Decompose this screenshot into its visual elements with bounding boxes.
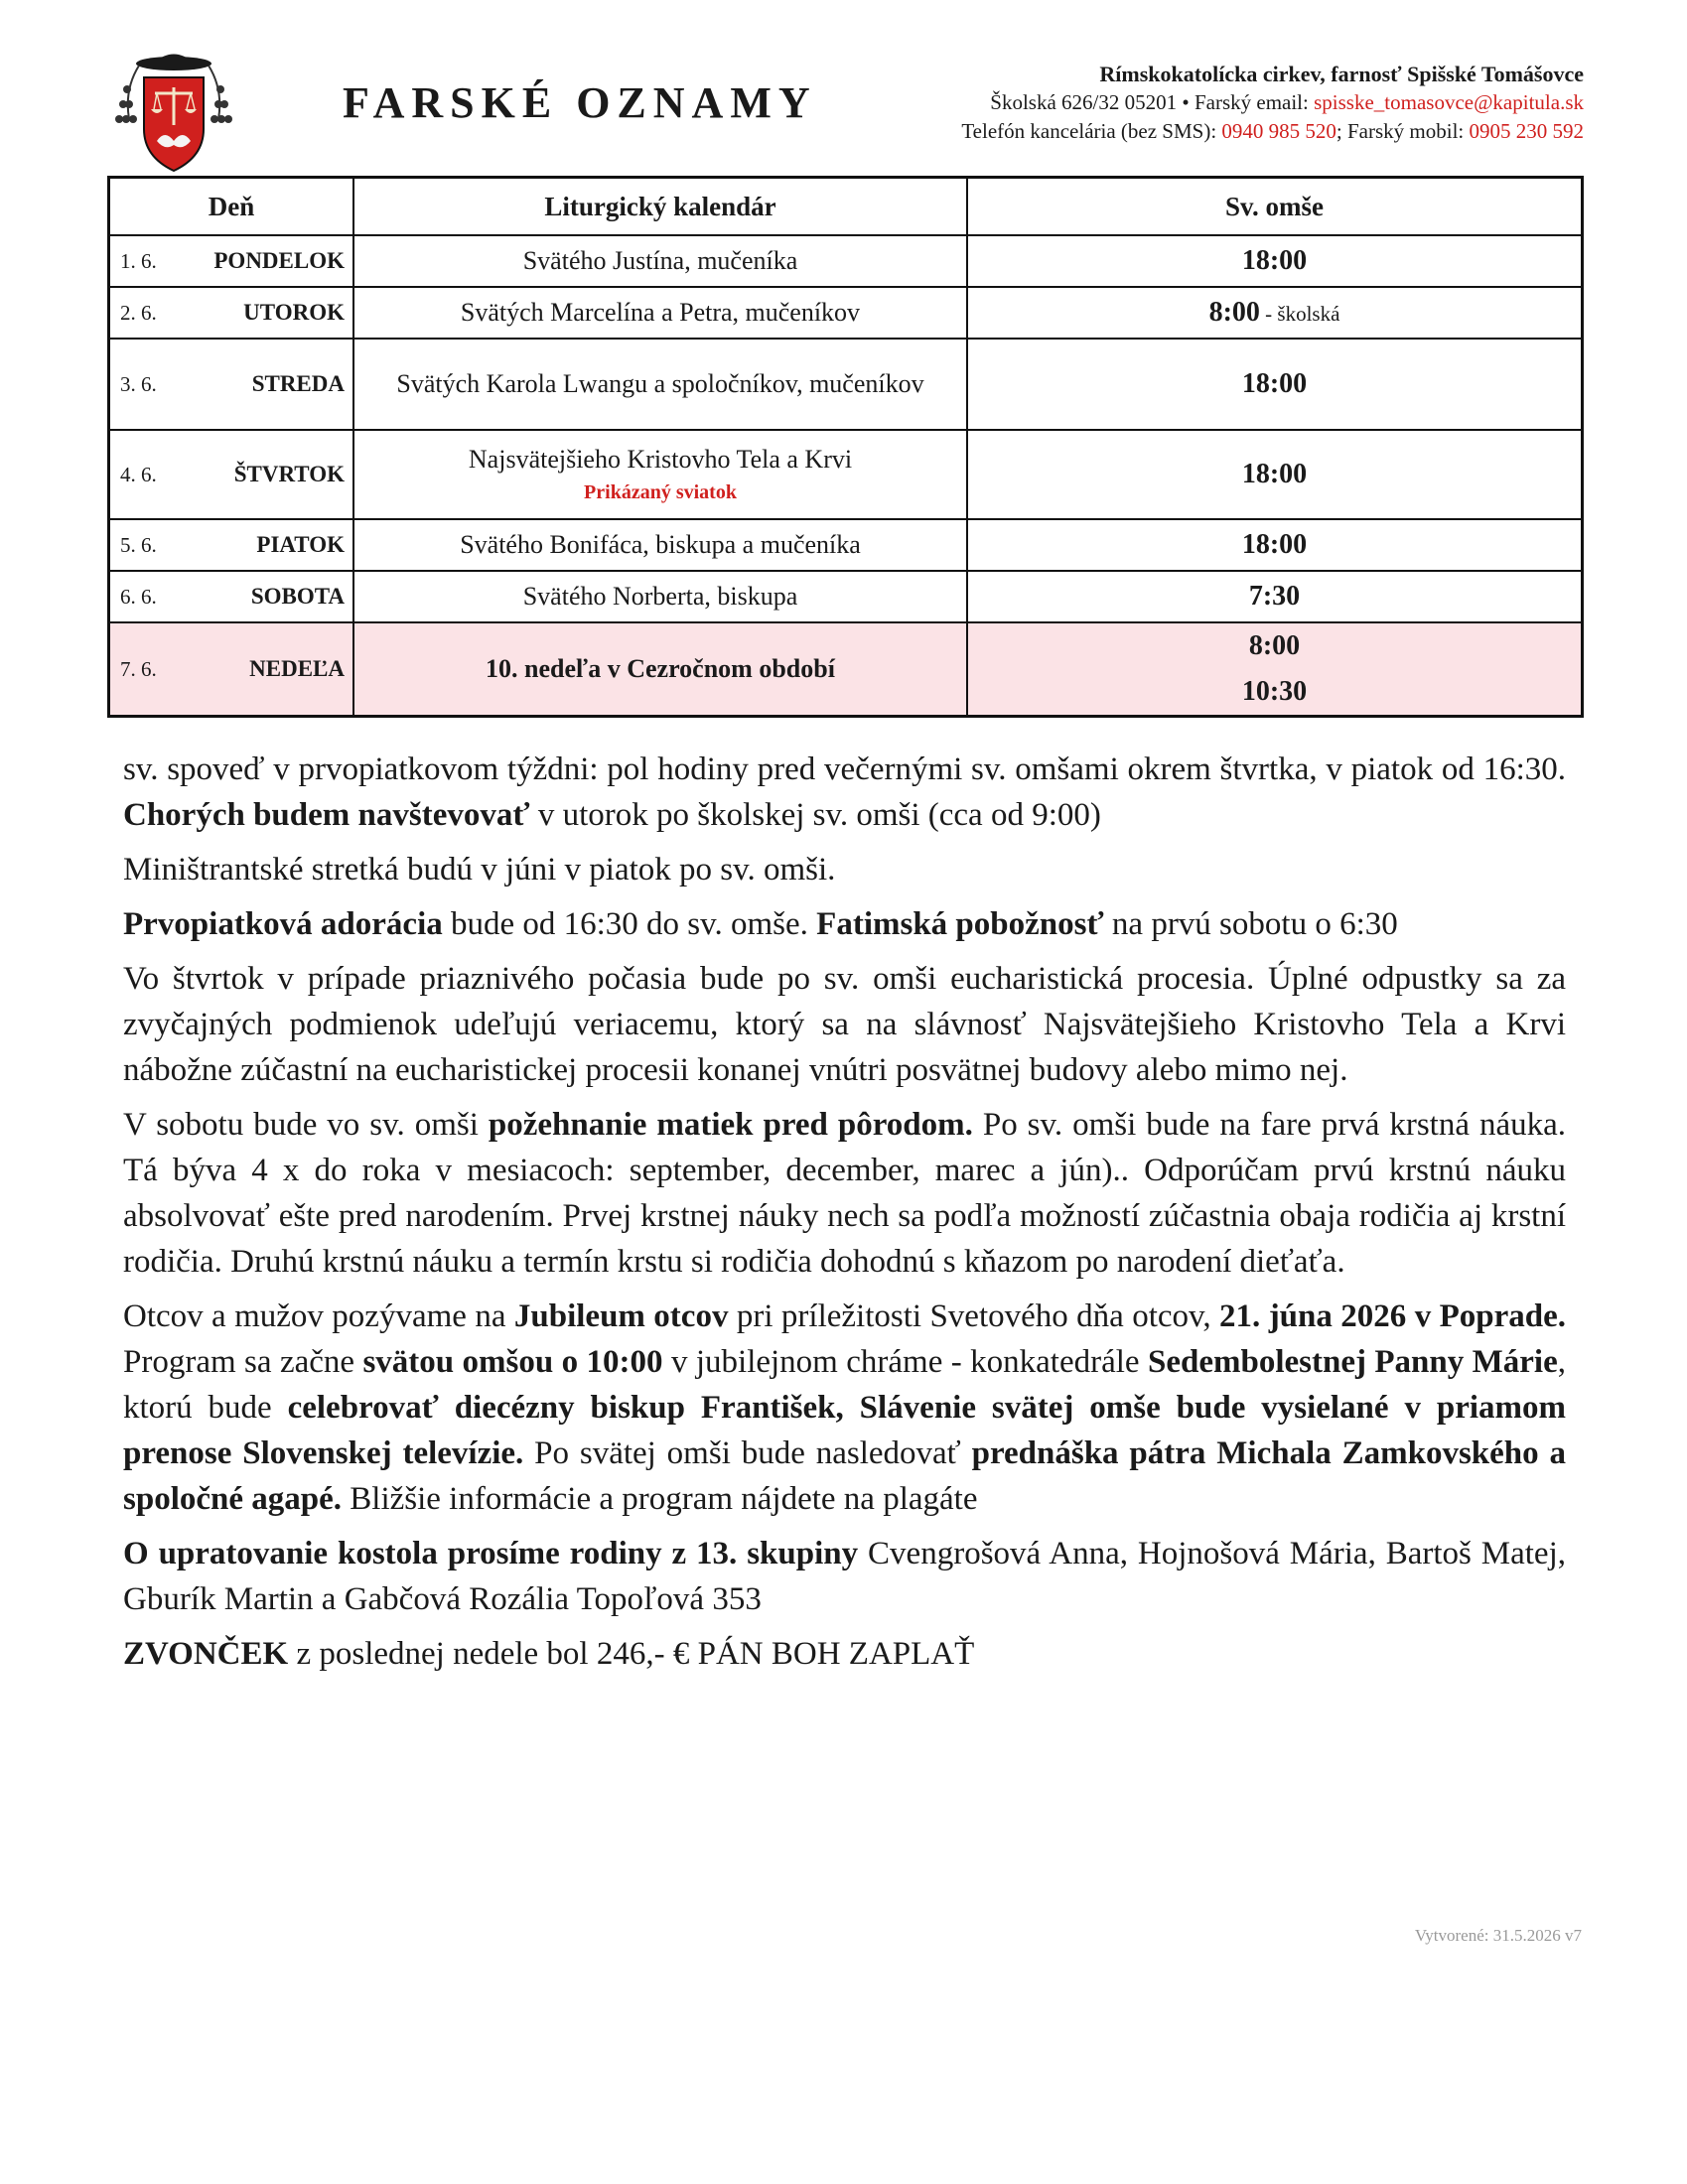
bold-text: ZVONČEK <box>123 1636 289 1672</box>
announcement-confession <box>123 747 1566 838</box>
row-day: NEDEĽA <box>188 622 353 717</box>
parish-name: Rímskokatolícka cirkev, farnosť Spišské Tomášovce <box>1099 62 1584 86</box>
col-header-mass: Sv. omše <box>967 178 1583 236</box>
row-liturgy: Svätých Marcelína a Petra, mučeníkov <box>353 287 967 339</box>
bold-text: svätou omšou o 10:00 <box>362 1344 663 1380</box>
phone-office-label: Telefón kancelária (bez SMS): <box>961 119 1222 143</box>
text: pri príležitosti Svetového dňa otcov, <box>728 1298 1220 1334</box>
announcement-adoration <box>123 901 1566 947</box>
row-liturgy: Svätých Karola Lwangu a spoločníkov, mučeníkov <box>353 339 967 430</box>
row-mass: 18:00 <box>967 430 1583 519</box>
row-date: 1. 6. <box>109 235 189 287</box>
announcement-collection <box>123 1631 1566 1677</box>
parish-coat-of-arms-logo <box>99 50 248 177</box>
col-header-day: Deň <box>109 178 354 236</box>
table-row-sunday <box>109 622 1583 717</box>
row-liturgy: Svätého Bonifáca, biskupa a mučeníka <box>353 519 967 571</box>
table-header-row <box>109 178 1583 236</box>
row-liturgy: 10. nedeľa v Cezročnom období <box>353 622 967 717</box>
bold-text: Jubileum otcov <box>513 1298 729 1334</box>
announcement-baptism <box>123 1102 1566 1285</box>
announcement-cleaning <box>123 1531 1566 1622</box>
announcements <box>123 747 1566 1686</box>
text: z poslednej nedele bol 246,- € PÁN BOH ZAPLAŤ <box>288 1636 975 1672</box>
address-text: Školská 626/32 05201 • Farský email: <box>990 90 1315 114</box>
schedule-table <box>107 176 1584 718</box>
table-row <box>109 430 1583 519</box>
announcement-jubilee <box>123 1294 1566 1522</box>
bold-text: 21. júna 2026 v Poprade. <box>1219 1298 1567 1334</box>
table-row <box>109 571 1583 622</box>
row-day: PIATOK <box>188 519 353 571</box>
row-day: UTOROK <box>188 287 353 339</box>
bold-text: prednáška pátra Michala Zamkovského a spoločné agapé. <box>123 1435 1566 1517</box>
row-day: STREDA <box>188 339 353 430</box>
row-date: 5. 6. <box>109 519 189 571</box>
phone-line <box>961 117 1584 146</box>
row-liturgy <box>353 430 967 519</box>
text: v jubilejnom chráme - konkatedrále <box>662 1344 1148 1380</box>
table-row <box>109 519 1583 571</box>
table-row <box>109 287 1583 339</box>
text: Otcov a mužov pozývame na <box>123 1298 514 1334</box>
text: na prvú sobotu o 6:30 <box>1103 906 1398 942</box>
row-date: 2. 6. <box>109 287 189 339</box>
phone-mobile-label: ; Farský mobil: <box>1336 119 1470 143</box>
table-row <box>109 235 1583 287</box>
text: , ktorú bude <box>123 1344 1567 1426</box>
announcement-procession: Vo štvrtok v prípade priaznivého počasia bude po sv. omši eucharistická procesia. Úplné odpustky sa za zvyčajných podmienok udeľujú veriacemu, ktorý sa na slávnosť Najsvätejšieho Kristovho Tela a Krvi nábožne zúčastní na eucharistickej procesii konanej vnútri posvätnej budovy alebo mimo nej. <box>123 961 1566 1088</box>
text: v utorok po školskej sv. omši (cca od 9:00) <box>529 797 1101 833</box>
col-header-liturgy: Liturgický kalendár <box>353 178 967 236</box>
bold-text: Chorých budem navštevovať <box>123 797 530 833</box>
liturgy-text: Najsvätejšieho Kristovho Tela a Krvi <box>468 445 853 474</box>
row-mass: 18:00 <box>967 339 1583 430</box>
text: Cvengrošová Anna, Hojnošová Mária, Bartoš Matej, Gburík Martin a Gabčová Rozália Topoľová 353 <box>123 1536 1567 1617</box>
table-row <box>109 339 1583 430</box>
row-date: 4. 6. <box>109 430 189 519</box>
bold-text: Fatimská pobožnosť <box>816 906 1104 942</box>
mass-note: - školská <box>1259 301 1340 326</box>
mass-time-2: 10:30 <box>1241 676 1308 707</box>
row-day: PONDELOK <box>188 235 353 287</box>
row-mass: 18:00 <box>967 235 1583 287</box>
phone-mobile[interactable]: 0905 230 592 <box>1469 119 1584 143</box>
page-title: FARSKÉ OZNAMY <box>343 78 817 127</box>
holy-day-note: Prikázaný sviatok <box>584 481 737 503</box>
row-mass: 18:00 <box>967 519 1583 571</box>
row-mass: 7:30 <box>967 571 1583 622</box>
bold-text: celebrovať diecézny biskup František, Slávenie svätej omše bude vysielané v priamom prenose Slovenskej televízie. <box>123 1390 1566 1471</box>
phone-office[interactable]: 0940 985 520 <box>1221 119 1336 143</box>
row-mass <box>967 622 1583 717</box>
row-date: 3. 6. <box>109 339 189 430</box>
row-liturgy: Svätého Justína, mučeníka <box>353 235 967 287</box>
bold-text: Prvopiatková adorácia <box>123 906 443 942</box>
text: Po svätej omši bude nasledovať <box>523 1435 972 1471</box>
row-mass <box>967 287 1583 339</box>
mass-time: 8:00 <box>1208 296 1260 328</box>
mass-time-1: 8:00 <box>1248 630 1301 661</box>
row-date: 7. 6. <box>109 622 189 717</box>
text: bude od 16:30 do sv. omše. <box>442 906 817 942</box>
text: V sobotu bude vo sv. omši <box>123 1107 489 1143</box>
text: sv. spoveď v prvopiatkovom týždni: pol hodiny pred večernými sv. omšami okrem štvrtka, v piatok od 16:30. <box>123 751 1566 787</box>
row-liturgy: Svätého Norberta, biskupa <box>353 571 967 622</box>
row-date: 6. 6. <box>109 571 189 622</box>
address-line <box>961 88 1584 117</box>
text: Po sv. omši bude na fare prvá krstná náuka. Tá býva 4 x do roka v mesiacoch: september, december, marec a jún).. Odporúčam prvú krstnú náuku absolvovať ešte pred narodením. Prvej krstnej náuky nech sa podľa možností zúčastnia obaja rodičia aj krstní rodičia. Druhú krstnú náuku a termín krstu si rodičia dohodnú s kňazom po narodení dieťaťa. <box>123 1107 1567 1280</box>
text: Bližšie informácie a program nájdete na plagáte <box>342 1481 978 1517</box>
row-day: ŠTVRTOK <box>188 430 353 519</box>
bold-text: požehnanie matiek pred pôrodom. <box>488 1107 973 1143</box>
bold-text: O upratovanie kostola prosíme rodiny z 13. skupiny <box>123 1536 859 1571</box>
bold-text: Sedembolestnej Panny Márie <box>1147 1344 1558 1380</box>
email-link[interactable]: spisske_tomasovce@kapitula.sk <box>1314 90 1584 114</box>
text: Program sa začne <box>123 1344 363 1380</box>
announcement-altar-servers: Miništrantské stretká budú v júni v piatok po sv. omši. <box>123 852 836 887</box>
created-date: Vytvorené: 31.5.2026 v7 <box>1414 1926 1582 1945</box>
row-day: SOBOTA <box>188 571 353 622</box>
contact-block <box>961 60 1584 146</box>
